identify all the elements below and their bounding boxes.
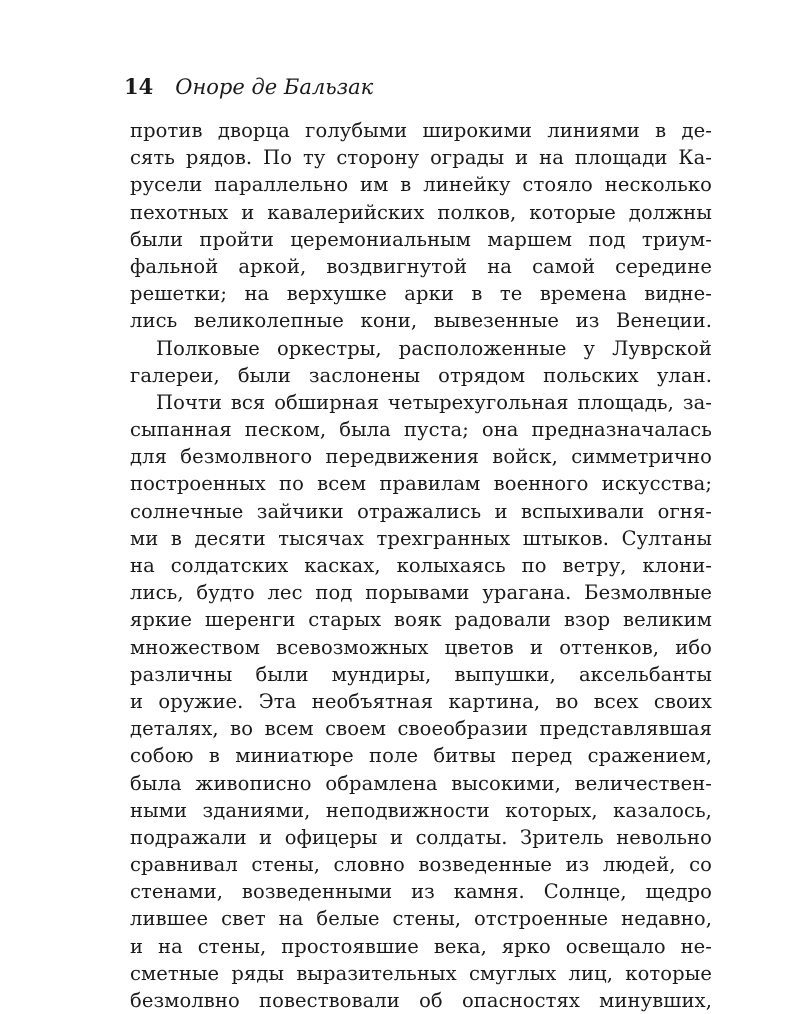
text-line: Полковые оркестры, расположенные у Луврской	[156, 336, 712, 360]
text-line: были пройти церемониальным маршем под триум-	[130, 227, 712, 251]
text-line: на солдатских касках, колыхаясь по ветру, клони-	[130, 554, 712, 577]
text-line: решетки; на верхушке арки в те времена видне-	[130, 282, 712, 306]
text-line: сять рядов. По ту сторону ограды и на площади Ка-	[130, 146, 712, 170]
running-title: Оноре де Бальзак	[175, 75, 374, 99]
page-number: 14	[124, 74, 154, 99]
text-line: и оружие. Эта необъятная картина, во всех своих	[130, 689, 712, 713]
text-line: построенных по всем правилам военного искусства;	[130, 472, 712, 496]
text-line: стенами, возведенными из камня. Солнце, щедро	[130, 880, 712, 904]
text-line: деталях, во всем своем своеобразии представлявшая	[130, 717, 712, 741]
text-line: собою в миниатюре поле битвы перед сражением,	[130, 744, 712, 768]
text-line: подражали и офицеры и солдаты. Зритель невольно	[130, 825, 712, 849]
text-line: лившее свет на белые стены, отстроенные недавно,	[130, 907, 712, 931]
text-line: лись великолепные кони, вывезенные из Венеции.	[130, 309, 712, 333]
text-line: безмолвно повествовали об опасностях минувших,	[130, 989, 712, 1012]
text-line: различны были мундиры, выпушки, аксельбанты	[130, 662, 712, 686]
text-line: пехотных и кавалерийских полков, которые должны	[130, 200, 712, 224]
text-line: галереи, были заслонены отрядом польских улан.	[130, 363, 712, 387]
text-line: сметные ряды выразительных смуглых лиц, которые	[130, 961, 712, 985]
body-text	[130, 117, 712, 1014]
text-line: против дворца голубыми широкими линиями в де-	[130, 119, 712, 142]
text-line: фальной аркой, воздвигнутой на самой середине	[130, 254, 712, 278]
text-line: лись, будто лес под порывами урагана. Безмолвные	[130, 581, 712, 605]
text-line: множеством всевозможных цветов и оттенков, ибо	[130, 635, 712, 659]
text-line: солнечные зайчики отражались и вспыхивали огня-	[130, 499, 712, 523]
text-line: сыпанная песком, была пуста; она предназначалась	[130, 418, 712, 442]
text-line: ными зданиями, неподвижности которых, казалось,	[130, 798, 712, 822]
text-line: и на стены, простоявшие века, ярко освещало не-	[130, 934, 712, 958]
text-line: ми в десяти тысячах трехгранных штыков. Султаны	[130, 526, 712, 550]
page-header	[124, 74, 373, 106]
text-line: Почти вся обширная четырехугольная площадь, за-	[156, 390, 712, 414]
text-line: яркие шеренги старых вояк радовали взор великим	[130, 608, 712, 632]
text-line: русели параллельно им в линейку стояло несколько	[130, 173, 712, 197]
text-line: для безмолвного передвижения войск, симметрично	[130, 445, 712, 469]
text-line: сравнивал стены, словно возведенные из людей, со	[130, 853, 712, 877]
text-line: была живописно обрамлена высокими, величествен-	[130, 771, 712, 795]
